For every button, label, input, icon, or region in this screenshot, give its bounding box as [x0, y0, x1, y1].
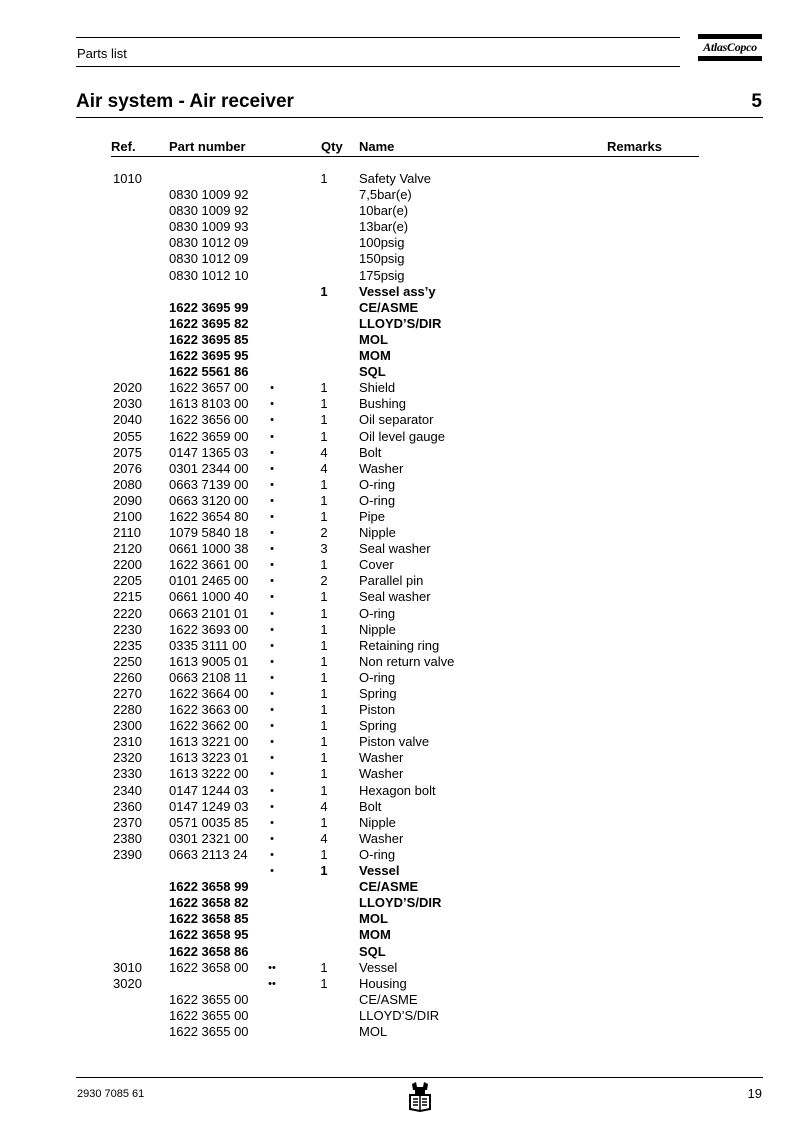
row-name: Nipple: [359, 814, 396, 830]
row-qty: 1: [320, 508, 328, 524]
table-row: [0, 847, 800, 863]
atlas-copco-logo: [698, 34, 762, 61]
row-level-marker: •: [270, 414, 274, 427]
table-row: [0, 187, 800, 203]
row-qty: 3: [320, 541, 328, 557]
row-name: 10bar(e): [359, 203, 409, 219]
row-part-number: 1622 3695 95: [169, 348, 249, 364]
row-part-number: 1622 3655 00: [169, 1023, 249, 1039]
row-name: Washer: [359, 750, 404, 766]
row-name: Vessel: [359, 863, 400, 879]
row-ref: 2310: [113, 734, 142, 750]
row-ref: 2235: [113, 637, 142, 653]
row-qty: 1: [320, 637, 328, 653]
row-part-number: 0830 1012 09: [169, 251, 249, 267]
row-ref: 2330: [113, 766, 142, 782]
row-level-marker: ••: [268, 961, 276, 974]
row-ref: 2270: [113, 686, 142, 701]
table-row: [0, 235, 800, 251]
row-level-marker: •: [270, 543, 274, 556]
row-name: O-ring: [359, 476, 396, 492]
row-part-number: 1622 3658 95: [169, 927, 249, 943]
row-part-number: 1622 3654 80: [169, 508, 249, 524]
row-part-number: 0830 1009 92: [169, 203, 249, 219]
row-part-number: 0301 2321 00: [169, 830, 249, 846]
row-name: Non return valve: [359, 653, 455, 669]
table-row: [0, 606, 800, 622]
row-ref: 2110: [113, 525, 141, 541]
table-row: [0, 380, 800, 396]
row-part-number: 0830 1012 09: [169, 235, 249, 251]
row-part-number: 1622 3655 00: [169, 1007, 249, 1023]
row-level-marker: •: [270, 848, 274, 861]
row-part-number: 1622 5561 86: [169, 364, 249, 380]
wrench-book-icon: [406, 1080, 434, 1112]
row-name: Shield: [359, 380, 396, 396]
row-ref: 2040: [113, 412, 142, 428]
row-part-number: 0663 7139 00: [169, 476, 249, 492]
row-part-number: 1613 3222 00: [169, 766, 249, 782]
row-qty: 2: [320, 525, 328, 541]
row-level-marker: •: [270, 768, 274, 781]
row-name: MOM: [359, 927, 391, 943]
table-row: [0, 686, 800, 702]
row-part-number: 1622 3695 99: [169, 299, 249, 315]
table-row: [0, 911, 800, 927]
row-name: CE/ASME: [359, 299, 419, 315]
row-ref: 2360: [113, 798, 142, 814]
table-row: [0, 638, 800, 654]
row-level-marker: •: [270, 784, 274, 797]
row-name: O-ring: [359, 669, 396, 685]
row-level-marker: •: [270, 382, 274, 395]
table-row: [0, 348, 800, 364]
row-qty: 1: [320, 412, 328, 428]
table-row: [0, 251, 800, 267]
row-part-number: 1622 3695 85: [169, 331, 249, 347]
row-part-number: 1622 3658 86: [169, 943, 249, 959]
row-part-number: 1613 3223 01: [169, 750, 249, 766]
row-ref: 2200: [113, 557, 142, 573]
row-qty: 1: [320, 959, 328, 975]
row-level-marker: •: [270, 398, 274, 411]
table-row: [0, 557, 800, 573]
row-level-marker: •: [270, 591, 274, 604]
logo-text: AtlasCopco: [703, 40, 757, 54]
row-name: Pipe: [359, 508, 386, 524]
row-name: Spring: [359, 686, 397, 701]
row-name: Washer: [359, 460, 404, 476]
title-rule: [76, 117, 763, 118]
row-level-marker: •: [270, 655, 274, 668]
row-part-number: 1622 3695 82: [169, 315, 249, 331]
row-part-number: 1613 3221 00: [169, 734, 249, 750]
row-qty: 1: [320, 734, 328, 750]
row-ref: 2380: [113, 830, 142, 846]
col-header-name: Name: [359, 139, 395, 154]
row-name: SQL: [359, 943, 386, 959]
table-row: [0, 509, 800, 525]
row-name: Vessel: [359, 959, 398, 975]
row-ref: 2220: [113, 605, 142, 621]
section-number: 5: [751, 91, 762, 112]
row-level-marker: •: [270, 720, 274, 733]
row-name: Parallel pin: [359, 573, 424, 589]
row-name: O-ring: [359, 846, 396, 862]
table-row: [0, 1008, 800, 1024]
table-row: [0, 461, 800, 477]
row-ref: 2340: [113, 782, 142, 798]
row-level-marker: •: [270, 704, 274, 717]
table-row: [0, 429, 800, 445]
row-name: Piston valve: [359, 734, 430, 750]
row-level-marker: •: [270, 639, 274, 652]
table-row: [0, 316, 800, 332]
row-part-number: 0661 1000 40: [169, 589, 249, 605]
row-qty: 1: [320, 975, 328, 991]
row-qty: 1: [320, 557, 328, 573]
table-row: [0, 396, 800, 412]
row-name: Spring: [359, 718, 397, 734]
row-qty: 4: [320, 460, 328, 476]
row-part-number: 0830 1009 93: [169, 219, 249, 235]
row-ref: 2280: [113, 702, 142, 718]
table-row: [0, 944, 800, 960]
table-row: [0, 622, 800, 638]
row-level-marker: •: [270, 478, 274, 491]
row-level-marker: •: [270, 800, 274, 813]
row-qty: 1: [320, 653, 328, 669]
table-row: [0, 734, 800, 750]
row-name: Cover: [359, 557, 394, 573]
row-name: MOL: [359, 1023, 388, 1039]
row-name: Oil separator: [359, 412, 434, 428]
row-name: MOL: [359, 331, 388, 347]
row-level-marker: •: [270, 607, 274, 620]
row-qty: 1: [320, 589, 328, 605]
row-part-number: 1613 8103 00: [169, 396, 249, 412]
row-level-marker: •: [270, 575, 274, 588]
row-part-number: 1613 9005 01: [169, 653, 249, 669]
section-title: Air system - Air receiver: [76, 91, 294, 112]
table-row: [0, 895, 800, 911]
row-ref: 2020: [113, 380, 142, 396]
col-header-ref: Ref.: [111, 139, 136, 154]
table-row: [0, 284, 800, 300]
row-name: LLOYD’S/DIR: [359, 315, 442, 331]
row-part-number: 1622 3662 00: [169, 718, 249, 734]
row-qty: 1: [320, 686, 328, 701]
row-qty: 4: [320, 798, 328, 814]
row-part-number: 0830 1009 92: [169, 187, 249, 203]
row-name: Washer: [359, 766, 404, 782]
row-name: Housing: [359, 975, 407, 991]
table-row: [0, 573, 800, 589]
row-level-marker: •: [270, 462, 274, 475]
header-bottom-rule: [76, 66, 680, 67]
row-qty: 1: [320, 380, 328, 396]
row-qty: 1: [320, 492, 328, 508]
row-qty: 4: [320, 444, 328, 460]
row-qty: 1: [320, 171, 328, 186]
row-part-number: 1622 3656 00: [169, 412, 249, 428]
row-level-marker: •: [270, 688, 274, 700]
table-row: [0, 332, 800, 348]
row-ref: 1010: [113, 171, 142, 186]
row-ref: 2055: [113, 428, 142, 444]
row-qty: 2: [320, 573, 328, 589]
table-row: [0, 525, 800, 541]
row-part-number: 1622 3657 00: [169, 380, 249, 396]
table-row: [0, 992, 800, 1008]
row-part-number: 0663 2101 01: [169, 605, 249, 621]
table-row: [0, 493, 800, 509]
row-part-number: 1622 3658 82: [169, 895, 249, 911]
row-part-number: 1622 3658 85: [169, 911, 249, 927]
table-row: [0, 171, 800, 187]
parts-table: [0, 171, 800, 1040]
row-level-marker: •: [270, 446, 274, 459]
col-header-qty: Qty: [321, 139, 343, 154]
table-row: [0, 203, 800, 219]
row-part-number: 0663 2108 11: [169, 669, 248, 685]
table-row: [0, 750, 800, 766]
table-row: [0, 541, 800, 557]
row-qty: 1: [320, 605, 328, 621]
row-qty: 1: [320, 428, 328, 444]
row-name: 100psig: [359, 235, 405, 251]
table-row: [0, 654, 800, 670]
row-name: CE/ASME: [359, 879, 419, 895]
row-part-number: 0147 1244 03: [169, 782, 249, 798]
table-row: [0, 1024, 800, 1040]
row-name: Bolt: [359, 798, 382, 814]
row-qty: 1: [320, 718, 328, 734]
col-header-remarks: Remarks: [607, 139, 662, 154]
table-row: [0, 718, 800, 734]
footer-rule: [76, 1077, 763, 1078]
row-part-number: 1622 3664 00: [169, 686, 249, 701]
header-label: Parts list: [77, 46, 127, 61]
row-ref: 3010: [113, 959, 142, 975]
row-name: O-ring: [359, 605, 396, 621]
row-name: Seal washer: [359, 589, 431, 605]
row-part-number: 0335 3111 00: [169, 637, 247, 653]
table-row: [0, 976, 800, 992]
row-qty: 1: [320, 669, 328, 685]
row-name: Hexagon bolt: [359, 782, 436, 798]
row-ref: 2215: [113, 589, 142, 605]
row-name: Vessel ass’y: [359, 283, 436, 299]
table-row: [0, 445, 800, 461]
row-name: Nipple: [359, 525, 396, 541]
row-name: Bushing: [359, 396, 406, 412]
table-row: [0, 783, 800, 799]
row-qty: 1: [320, 766, 328, 782]
col-header-part: Part number: [169, 139, 246, 154]
table-row: [0, 364, 800, 380]
table-row: [0, 766, 800, 782]
table-row: [0, 219, 800, 235]
row-part-number: 0571 0035 85: [169, 814, 249, 830]
table-row: [0, 670, 800, 686]
row-ref: 2230: [113, 621, 142, 637]
table-row: [0, 960, 800, 976]
row-level-marker: ••: [268, 977, 276, 990]
table-row: [0, 831, 800, 847]
row-part-number: 0830 1012 10: [169, 267, 249, 283]
row-ref: 2260: [113, 669, 142, 685]
row-part-number: 0663 3120 00: [169, 492, 249, 508]
row-name: Piston: [359, 702, 396, 718]
row-level-marker: •: [270, 527, 274, 540]
column-header-rule: [111, 156, 699, 157]
row-level-marker: •: [270, 832, 274, 845]
row-ref: 2120: [113, 541, 142, 557]
table-row: [0, 702, 800, 718]
row-part-number: 0301 2344 00: [169, 460, 249, 476]
row-name: O-ring: [359, 492, 396, 508]
row-ref: 2076: [113, 460, 142, 476]
table-row: [0, 815, 800, 831]
row-part-number: 1079 5840 18: [169, 525, 249, 541]
row-qty: 4: [320, 830, 328, 846]
row-part-number: 1622 3661 00: [169, 557, 249, 573]
row-qty: 1: [320, 750, 328, 766]
row-name: Safety Valve: [359, 171, 432, 186]
row-ref: 2080: [113, 476, 142, 492]
row-part-number: 0663 2113 24: [169, 846, 248, 862]
row-name: SQL: [359, 364, 386, 380]
row-name: 150psig: [359, 251, 405, 267]
header-top-rule: [76, 37, 680, 38]
row-name: Bolt: [359, 444, 382, 460]
table-row: [0, 300, 800, 316]
row-ref: 2370: [113, 814, 142, 830]
table-row: [0, 589, 800, 605]
row-level-marker: •: [270, 736, 274, 749]
row-qty: 1: [320, 621, 328, 637]
row-name: Washer: [359, 830, 404, 846]
row-name: MOM: [359, 348, 391, 364]
row-level-marker: •: [270, 510, 274, 523]
row-name: LLOYD’S/DIR: [359, 895, 442, 911]
row-ref: 2090: [113, 492, 142, 508]
row-ref: 2300: [113, 718, 142, 734]
row-name: CE/ASME: [359, 991, 418, 1007]
row-level-marker: •: [270, 816, 274, 829]
table-row: [0, 863, 800, 879]
row-name: Retaining ring: [359, 637, 440, 653]
table-row: [0, 927, 800, 943]
row-qty: 1: [320, 476, 328, 492]
row-qty: 1: [320, 782, 328, 798]
row-name: Oil level gauge: [359, 428, 445, 444]
row-level-marker: •: [270, 430, 274, 443]
row-qty: 1: [320, 846, 328, 862]
row-qty: 1: [320, 702, 328, 718]
row-level-marker: •: [270, 623, 274, 636]
row-ref: 2075: [113, 444, 142, 460]
row-part-number: 1622 3693 00: [169, 621, 249, 637]
row-ref: 2320: [113, 750, 142, 766]
row-part-number: 1622 3658 00: [169, 959, 249, 975]
row-part-number: 0147 1365 03: [169, 444, 249, 460]
row-ref: 2100: [113, 508, 142, 524]
row-name: 7,5bar(e): [359, 187, 412, 203]
row-part-number: 1622 3663 00: [169, 702, 249, 718]
row-name: Nipple: [359, 621, 396, 637]
row-level-marker: •: [270, 865, 274, 878]
table-row: [0, 268, 800, 284]
row-name: LLOYD’S/DIR: [359, 1007, 440, 1023]
row-qty: 1: [320, 814, 328, 830]
table-row: [0, 412, 800, 428]
row-name: Seal washer: [359, 541, 431, 557]
row-level-marker: •: [270, 559, 274, 572]
table-row: [0, 477, 800, 493]
row-level-marker: •: [270, 752, 274, 765]
footer-page-number: 19: [747, 1086, 762, 1101]
footer-doc-number: 2930 7085 61: [77, 1088, 145, 1100]
row-part-number: 1622 3658 99: [169, 879, 249, 895]
row-qty: 1: [320, 283, 328, 299]
row-ref: 2390: [113, 846, 142, 862]
row-level-marker: •: [270, 494, 274, 507]
row-qty: 1: [320, 396, 328, 412]
row-part-number: 0101 2465 00: [169, 573, 249, 589]
row-ref: 2250: [113, 653, 142, 669]
row-ref: 2030: [113, 396, 142, 412]
row-part-number: 0661 1000 38: [169, 541, 249, 557]
row-ref: 2205: [113, 573, 142, 589]
row-part-number: 0147 1249 03: [169, 798, 249, 814]
row-part-number: 1622 3659 00: [169, 428, 249, 444]
row-part-number: 1622 3655 00: [169, 991, 249, 1007]
table-row: [0, 879, 800, 895]
row-qty: 1: [320, 863, 328, 879]
row-level-marker: •: [270, 671, 274, 684]
table-row: [0, 799, 800, 815]
row-name: 13bar(e): [359, 219, 409, 235]
row-name: 175psig: [359, 267, 405, 283]
row-ref: 3020: [113, 975, 142, 991]
row-name: MOL: [359, 911, 388, 927]
